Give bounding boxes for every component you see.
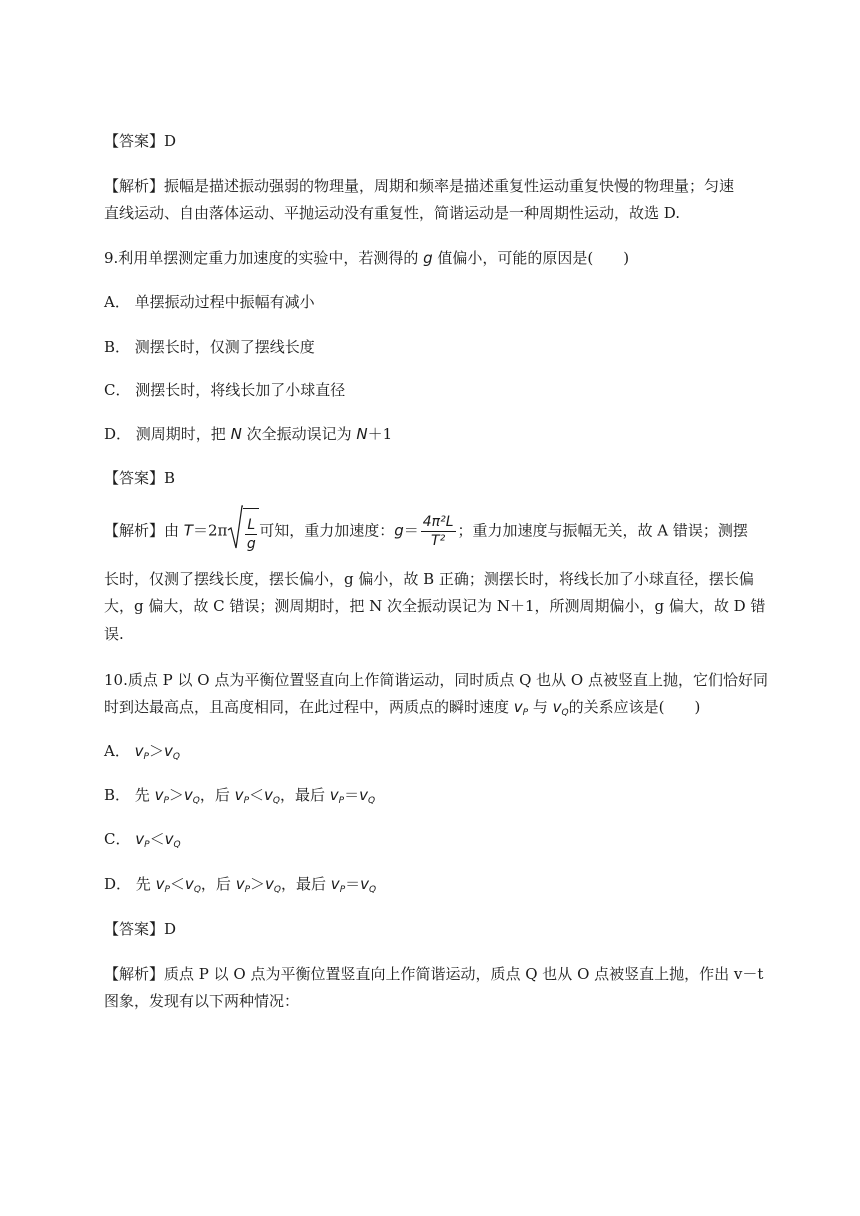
q9-answer: [104, 468, 175, 488]
sub-p: P: [339, 885, 346, 895]
analysis-label: 【解析】: [104, 521, 165, 540]
lt-sign: ＜: [249, 786, 265, 804]
then-text: ，后: [200, 875, 236, 893]
sqrt-fraction: [245, 516, 257, 553]
q9-stem-prefix: 9.利用单摆测定重力加速度的实验中，若测得的: [104, 249, 424, 267]
radical-sign-icon: [227, 504, 243, 550]
q9-option-d-suffix: ＋1: [367, 425, 393, 443]
question-9-stem: [104, 248, 629, 268]
answer-label: 【答案】: [104, 920, 165, 938]
q9-analysis-line-4: 误.: [104, 625, 124, 643]
q9-option-d-mid: 次全振动误记为: [241, 425, 357, 443]
var-v: v: [264, 786, 273, 804]
sub-q: Q: [192, 796, 200, 806]
fraction-numerator: 4π²L: [422, 514, 454, 530]
answer-value: B: [164, 469, 176, 487]
sub-p: P: [338, 796, 345, 806]
var-v: v: [134, 742, 144, 760]
var-v: v: [163, 742, 173, 760]
q10-answer: [104, 919, 176, 939]
q9-analysis-line-3: 大，g 偏大，故 C 错误；测周期时，把 N 次全振动误记为 N＋1，所测周期偏小，g 偏大，故 D 错: [104, 597, 766, 615]
gt-sign: ＞: [250, 875, 266, 893]
q9-analysis-text-a1: 由: [164, 521, 184, 540]
finally-text: ，最后: [280, 786, 330, 804]
sub-p: P: [244, 885, 251, 895]
then-text: ，后: [199, 786, 235, 804]
sqrt-formula: [227, 508, 259, 555]
q9-option-a: A． 单摆振动过程中振幅有减小: [104, 293, 315, 311]
q10-stem-line-2: [104, 697, 700, 723]
var-v: v: [330, 875, 340, 893]
sub-p: P: [164, 885, 170, 895]
gt-sign: ＞: [148, 742, 164, 760]
answer-label: 【答案】: [104, 132, 165, 150]
sub-p: P: [144, 840, 150, 850]
sub-p: P: [143, 752, 149, 762]
q10-analysis-line-2: 图象，发现有以下两种情况：: [104, 992, 300, 1010]
sqrt-numerator: L: [247, 516, 256, 533]
q9-analysis-line-1: [104, 508, 748, 552]
var-v: v: [552, 698, 562, 716]
q9-analysis-text-a3: ；重力加速度与振幅无关，故 A 错误；测摆: [457, 521, 748, 540]
lt-sign: ＜: [149, 830, 165, 848]
var-v: v: [359, 786, 369, 804]
q9-option-d-n: N: [230, 425, 242, 443]
finally-text: ，最后: [281, 875, 331, 893]
q9-stem-suffix: 值偏小，可能的原因是( ): [432, 249, 630, 267]
sub-q: Q: [173, 840, 181, 850]
eq-sign: ＝: [344, 786, 360, 804]
sub-q: Q: [172, 752, 180, 762]
q10-option-a: [104, 741, 180, 767]
analysis-8-line-1: [104, 176, 734, 196]
sub-p: P: [522, 708, 529, 718]
var-v: v: [234, 786, 244, 804]
q10-stem-mid: 与: [528, 698, 553, 716]
answer-8: [104, 131, 176, 151]
answer-value: D: [164, 132, 177, 150]
q10-stem-prefix: 时到达最高点，且高度相同，在此过程中，两质点的瞬时速度: [104, 698, 514, 716]
analysis-8-line-2: 直线运动、自由落体运动、平抛运动没有重复性，简谐运动是一种周期性运动，故选 D.: [104, 204, 681, 222]
var-v: v: [183, 786, 193, 804]
var-v: v: [135, 830, 145, 848]
q9-analysis-eq2: ＝: [403, 521, 419, 540]
var-v: v: [329, 786, 339, 804]
q9-analysis-T: T: [183, 521, 193, 540]
q10-option-d: [104, 874, 376, 900]
answer-value: D: [164, 920, 177, 938]
q9-option-d-prefix: D． 测周期时，把: [104, 425, 231, 443]
sub-q: Q: [273, 885, 282, 895]
q9-option-b: B． 测摆长时，仅测了摆线长度: [104, 338, 315, 356]
q10-stem-suffix: 的关系应该是( ): [568, 698, 701, 716]
sub-p: P: [243, 796, 249, 806]
q9-stem-var: g: [423, 249, 433, 267]
option-label: B． 先: [104, 786, 155, 804]
sub-q: Q: [368, 796, 376, 806]
q10-option-b: [104, 785, 375, 811]
sub-q: Q: [561, 708, 569, 718]
fraction-denominator: T²: [431, 533, 446, 549]
gt-sign: ＞: [168, 786, 184, 804]
q9-option-d-n2: N: [356, 425, 368, 443]
analysis-8-text-1: 振幅是描述振动强弱的物理量，周期和频率是描述重复性运动重复快慢的物理量；匀速: [164, 177, 735, 195]
sub-q: Q: [369, 885, 377, 895]
lt-sign: ＜: [169, 875, 185, 893]
q10-option-c: [104, 829, 181, 855]
var-v: v: [235, 875, 245, 893]
q9-analysis-eq: ＝2π: [192, 521, 228, 540]
var-v: v: [184, 875, 194, 893]
var-v: v: [265, 875, 274, 893]
sub-p: P: [163, 796, 169, 806]
sqrt-denominator: g: [246, 535, 256, 552]
q9-analysis-text-a2: 可知，重力加速度：: [259, 521, 395, 540]
q9-analysis-line-2: 长时，仅测了摆线长度，摆长偏小，g 偏小，故 B 正确；测摆长时，将线长加了小球直径，摆长偏: [104, 570, 754, 588]
eq-sign: ＝: [345, 875, 361, 893]
analysis-label: 【解析】: [104, 177, 165, 195]
g-fraction: [421, 513, 456, 550]
q9-option-d: [104, 424, 392, 444]
q10-analysis-line-1: 【解析】质点 P 以 O 点为平衡位置竖直向上作简谐运动，质点 Q 也从 O 点被竖直上抛，作出 v－t: [104, 965, 764, 983]
q9-option-c: C． 测摆长时，将线长加了小球直径: [104, 381, 346, 399]
option-label: D． 先: [104, 875, 156, 893]
q9-analysis-g: g: [394, 521, 404, 540]
q10-stem-line-1: 10.质点 P 以 O 点为平衡位置竖直向上作简谐运动，同时质点 Q 也从 O 点被竖直上抛，它们恰好同: [104, 671, 768, 689]
sub-q: Q: [193, 885, 201, 895]
option-label: C．: [104, 830, 136, 848]
var-v: v: [155, 875, 165, 893]
sub-q: Q: [272, 796, 280, 806]
option-label: A．: [104, 742, 135, 760]
var-v: v: [154, 786, 164, 804]
var-v: v: [513, 698, 523, 716]
answer-label: 【答案】: [104, 469, 165, 487]
var-v: v: [164, 830, 174, 848]
var-v: v: [360, 875, 370, 893]
